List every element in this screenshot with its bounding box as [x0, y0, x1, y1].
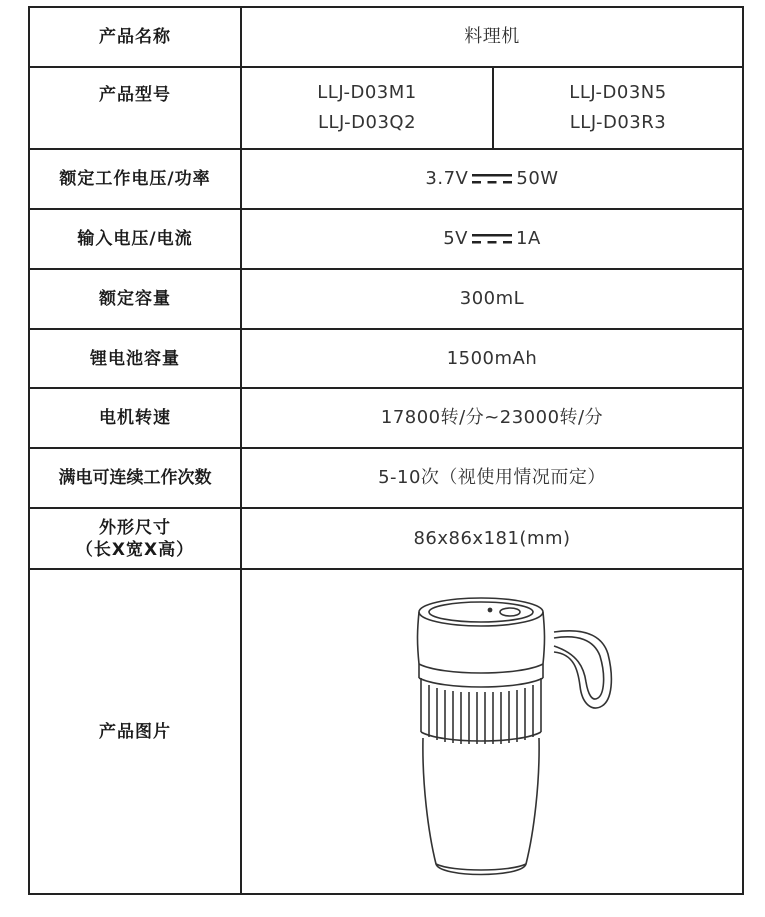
input-current: 1A	[516, 228, 541, 249]
runs-per-charge-label: 满电可连续工作次数	[58, 468, 212, 488]
model-llj-d03r3: LLJ-D03R3	[569, 112, 667, 133]
input-voltage-current-value	[242, 210, 742, 268]
model-llj-d03m1: LLJ-D03M1	[317, 82, 417, 103]
direct-current-icon	[472, 233, 512, 245]
runs-per-charge-value: 5-10次（视使用情况而定）	[378, 467, 606, 488]
rated-power: 50W	[516, 168, 559, 189]
motor-speed-value: 17800转/分~23000转/分	[380, 407, 604, 428]
dimensions-value: 86x86x181(mm)	[413, 527, 571, 549]
product-name-value: 料理机	[464, 26, 520, 47]
table-border-bottom	[28, 893, 744, 895]
input-voltage: 5V	[443, 228, 468, 249]
model-group-right	[494, 68, 742, 148]
input-voltage-current-label: 输入电压/电流	[77, 229, 193, 249]
portable-blender-icon	[402, 582, 622, 882]
direct-current-icon	[472, 173, 512, 185]
spec-table	[28, 6, 744, 895]
dimensions-label	[30, 509, 240, 568]
rated-capacity-value: 300mL	[459, 288, 525, 309]
product-picture-cell	[242, 570, 742, 893]
motor-speed-label: 电机转速	[99, 408, 171, 428]
table-border-right	[742, 6, 744, 895]
product-model-label: 产品型号	[99, 85, 171, 105]
rated-voltage-power-label: 额定工作电压/功率	[59, 169, 211, 189]
rated-capacity-label: 额定容量	[99, 289, 171, 309]
battery-capacity-label: 锂电池容量	[90, 348, 180, 369]
model-llj-d03q2: LLJ-D03Q2	[317, 112, 417, 133]
product-picture-label: 产品图片	[99, 721, 171, 742]
model-group-left	[242, 68, 492, 148]
product-name-label: 产品名称	[99, 27, 171, 47]
dimensions-label-line-2: （长X宽X高）	[75, 539, 195, 560]
model-llj-d03n5: LLJ-D03N5	[569, 82, 667, 103]
battery-capacity-value: 1500mAh	[446, 347, 538, 369]
rated-voltage-power-value	[242, 150, 742, 208]
rated-voltage: 3.7V	[425, 168, 469, 189]
dimensions-label-line-1: 外形尺寸	[99, 517, 171, 538]
